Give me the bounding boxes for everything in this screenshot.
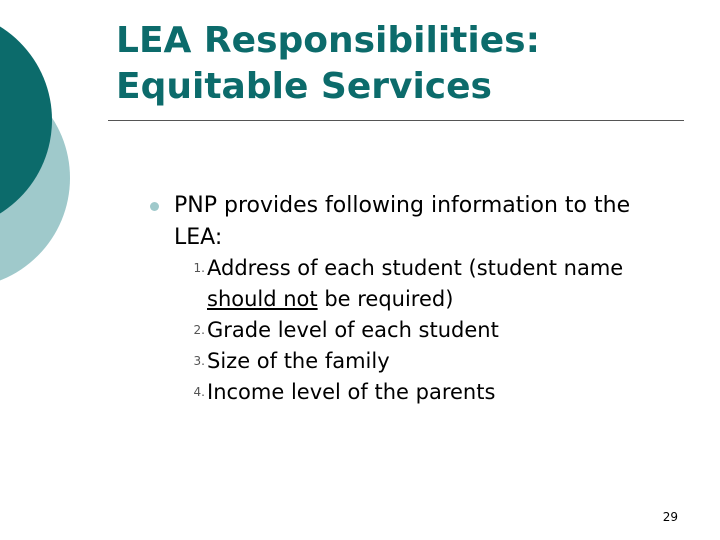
bullet-dot-icon xyxy=(150,202,159,211)
list-item xyxy=(185,253,665,315)
list-item-text-start: Address of each student (student name xyxy=(207,256,624,280)
list-item-text: Income level of the parents xyxy=(207,380,496,404)
list-item xyxy=(185,346,665,377)
list-item-text-end: be required) xyxy=(317,287,454,311)
page-number: 29 xyxy=(662,510,678,524)
title-line-2: Equitable Services xyxy=(116,66,492,107)
slide-title xyxy=(116,18,540,110)
list-item xyxy=(185,315,665,346)
title-divider xyxy=(108,120,684,121)
decorative-circles xyxy=(0,0,120,300)
list-item-text: Grade level of each student xyxy=(207,318,499,342)
list-number: 3. xyxy=(193,354,205,368)
list-number: 4. xyxy=(193,385,205,399)
title-line-1: LEA Responsibilities: xyxy=(116,20,540,61)
list-number: 2. xyxy=(193,323,205,337)
list-number: 1. xyxy=(193,261,205,275)
numbered-list xyxy=(185,253,665,408)
list-item-emphasis: should not xyxy=(207,287,318,311)
main-bullet-text: PNP provides following information to the LEA: xyxy=(174,193,631,250)
list-item-text: Size of the family xyxy=(207,349,390,373)
list-item xyxy=(185,377,665,408)
